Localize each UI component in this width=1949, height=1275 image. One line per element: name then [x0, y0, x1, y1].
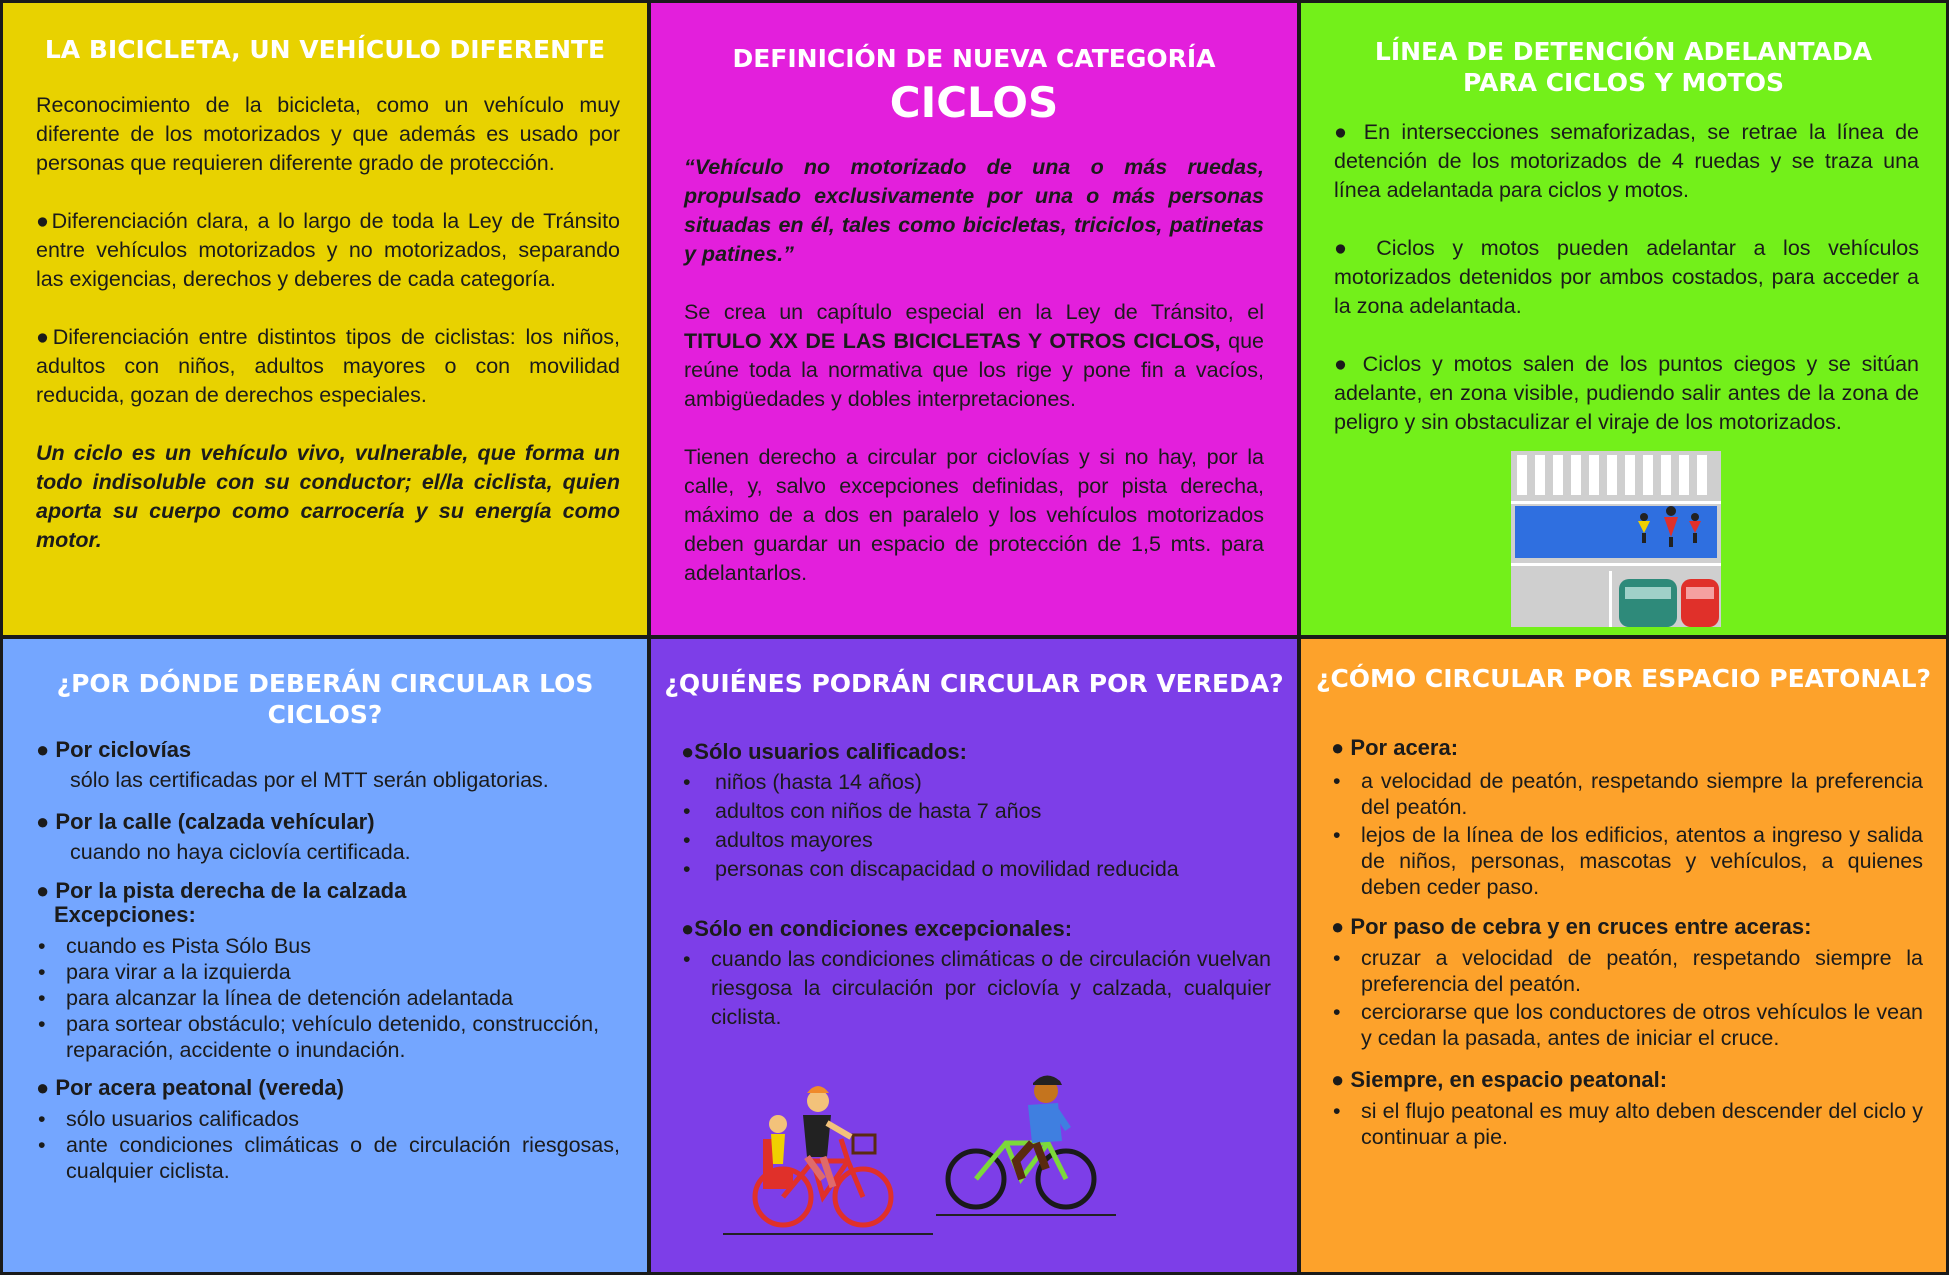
sidewalk-heading: ● Por acera: — [1331, 735, 1459, 760]
panel-linea-detencion — [1299, 0, 1949, 637]
list-item: • para alcanzar la línea de detención adelantada — [36, 985, 620, 1011]
exception-list — [36, 933, 620, 1063]
panel-como-circular — [1299, 637, 1949, 1275]
panel-definicion — [649, 0, 1299, 637]
list-item: • cerciorarse que los conductores de otros vehículos le vean y cedan la pasada, antes de iniciar el cruce. — [1331, 999, 1923, 1051]
paragraph: Se crea un capítulo especial en la Ley de Tránsito, el TITULO XX DE LAS BICICLETAS Y OTROS CICLOS, que reúne toda la normativa que los rige y pone fin a vacíos, ambigüedades y dobles interpretaciones. — [684, 300, 1264, 411]
user-list — [681, 768, 1271, 884]
paragraph: Reconocimiento de la bicicleta, como un vehículo muy diferente de los motorizados y que además es usado por personas que requieren diferente grado de protección. — [36, 93, 620, 175]
panel-bicicleta — [0, 0, 649, 637]
list-item: • niños (hasta 14 años) — [681, 768, 1271, 797]
list-item: • sólo usuarios calificados — [36, 1106, 620, 1132]
pedestrian-heading: ● Siempre, en espacio peatonal: — [1331, 1067, 1668, 1092]
list-item: • ante condiciones climáticas o de circulación riesgosas, cualquier ciclista. — [36, 1132, 620, 1184]
list-item: • lejos de la línea de los edificios, atentos a ingreso y salida de niños, personas, mascotas y vehículos, a quienes deben ceder paso. — [1331, 822, 1923, 900]
bullet-paragraph: ● En intersecciones semaforizadas, se retrae la línea de detención de los motorizados de 4 ruedas y se traza una línea adelantada para ciclos y motos. — [1334, 120, 1919, 202]
panel-title: ¿CÓMO CIRCULAR POR ESPACIO PEATONAL? — [1315, 664, 1932, 693]
crossing-list — [1331, 945, 1923, 1051]
route-heading: ● Por ciclovías — [36, 737, 192, 762]
sidewalk-list — [1331, 768, 1923, 900]
definition-quote: “Vehículo no motorizado de una o más ruedas, propulsado exclusivamente por una o más personas situadas en él, tales como bicicletas, triciclos, patinetas y patines.” — [684, 155, 1264, 266]
route-text: cuando no haya ciclovía certificada. — [70, 840, 411, 864]
list-item: • adultos mayores — [681, 826, 1271, 855]
panel-title: LÍNEA DE DETENCIÓN ADELANTADA PARA CICLOS Y MOTOS — [1374, 37, 1873, 97]
bullet-paragraph: ●Diferenciación clara, a lo largo de toda la Ley de Tránsito entre vehículos motorizados y no motorizados, separando las exigencias, derechos y deberes de cada categoría. — [36, 209, 620, 291]
panel-quienes — [649, 637, 1299, 1275]
paragraph: Tienen derecho a circular por ciclovías y si no hay, por la calle, y, salvo excepciones definidas, por pista derecha, máximo de a dos en paralelo y los vehículos motorizados deben guardar un espacio de protección de 1,5 mts. para adelantarlos. — [684, 445, 1264, 585]
panel-por-donde — [0, 637, 649, 1275]
crossing-heading: ● Por paso de cebra y en cruces entre aceras: — [1331, 914, 1812, 939]
category-name: CICLOS — [889, 78, 1059, 127]
condition-heading: ●Sólo en condiciones excepcionales: — [681, 916, 1073, 941]
panel-title: DEFINICIÓN DE NUEVA CATEGORÍA — [732, 44, 1216, 73]
route-text: sólo las certificadas por el MTT serán obligatorias. — [70, 768, 549, 792]
intersection-illustration — [1511, 451, 1721, 627]
bullet-paragraph: ● Ciclos y motos pueden adelantar a los vehículos motorizados detenidos por ambos costados, para acceder a la zona adelantada. — [1334, 236, 1919, 318]
cyclist-illustration — [936, 1069, 1116, 1219]
list-item: • para sortear obstáculo; vehículo detenido, construcción, reparación, accidente o inundación. — [36, 1011, 620, 1063]
condition-list — [681, 945, 1271, 1032]
list-item: • personas con discapacidad o movilidad reducida — [681, 855, 1271, 884]
list-item: • para virar a la izquierda — [36, 959, 620, 985]
list-item: • cruzar a velocidad de peatón, respetando siempre la preferencia del peatón. — [1331, 945, 1923, 997]
bullet-paragraph: ● Ciclos y motos salen de los puntos ciegos y se sitúan adelante, en zona visible, pudiendo salir antes de la zona de peligro y sin obstaculizar el viraje de los motorizados. — [1334, 352, 1919, 434]
list-item: • si el flujo peatonal es muy alto deben descender del ciclo y continuar a pie. — [1331, 1098, 1923, 1150]
route-heading: ● Por acera peatonal (vereda) — [36, 1075, 344, 1100]
list-item: • cuando es Pista Sólo Bus — [36, 933, 620, 959]
panel-title: LA BICICLETA, UN VEHÍCULO DIFERENTE — [44, 35, 606, 64]
pedestrian-list — [1331, 1098, 1923, 1150]
list-item: • a velocidad de peatón, respetando siempre la preferencia del peatón. — [1331, 768, 1923, 820]
panel-title: ¿POR DÓNDE DEBERÁN CIRCULAR LOS CICLOS? — [56, 669, 594, 729]
panel-title: ¿QUIÉNES PODRÁN CIRCULAR POR VEREDA? — [664, 669, 1284, 698]
list-item: • cuando las condiciones climáticas o de circulación vuelvan riesgosa la circulación por ciclovía y calzada, cualquier ciclista. — [681, 945, 1271, 1032]
route-heading: ● Por la calle (calzada vehícular) — [36, 809, 375, 834]
bus-icon — [1619, 579, 1719, 627]
family-bicycle-illustration — [723, 1079, 933, 1239]
emphasis-paragraph: Un ciclo es un vehículo vivo, vulnerable, que forma un todo indisoluble con su conductor; el/la ciclista, quien aporta su cuerpo como carrocería y su energía como motor. — [36, 441, 620, 552]
user-heading: ●Sólo usuarios calificados: — [681, 739, 967, 764]
vereda-list — [36, 1106, 620, 1184]
route-heading: ● Por la pista derecha de la calzada Excepciones: — [36, 878, 407, 927]
bullet-paragraph: ●Diferenciación entre distintos tipos de ciclistas: los niños, adultos con niños, adultos mayores o con movilidad reducida, gozan de derechos especiales. — [36, 325, 620, 407]
list-item: • adultos con niños de hasta 7 años — [681, 797, 1271, 826]
